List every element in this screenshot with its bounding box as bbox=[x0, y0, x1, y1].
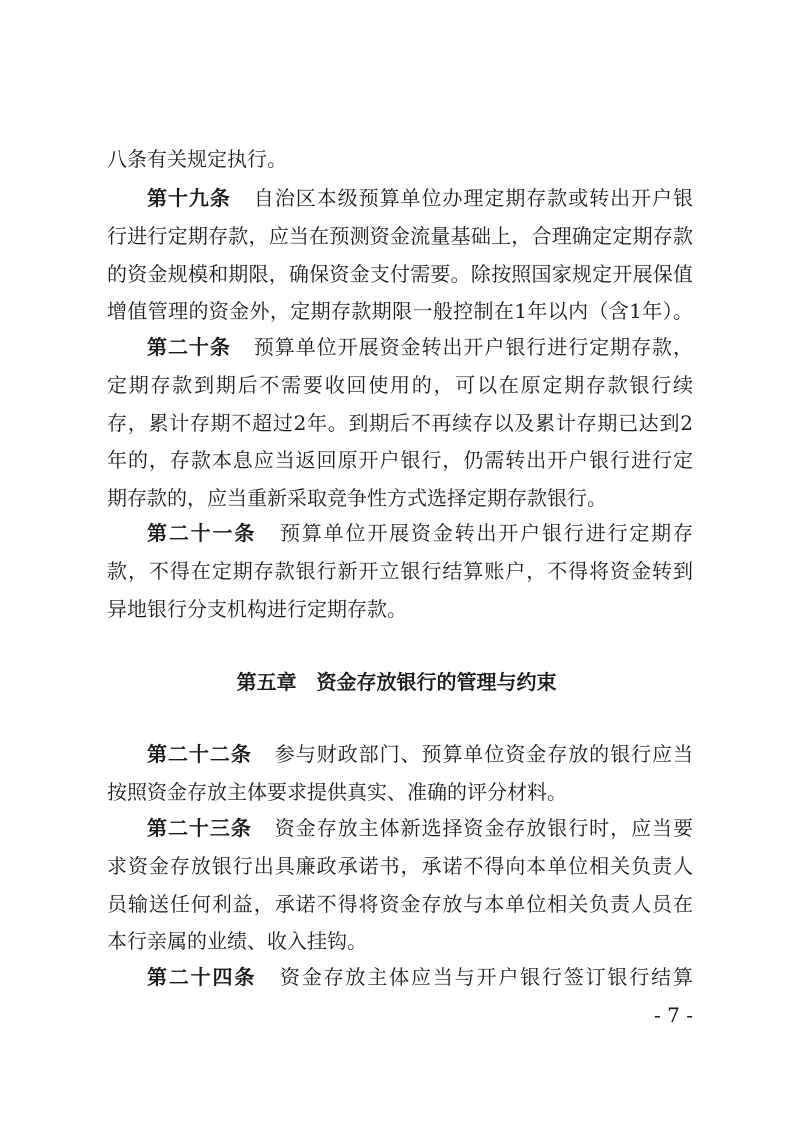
article-21 bbox=[147, 514, 693, 552]
article-title: 第二十四条 bbox=[147, 965, 257, 989]
text-line: 本行亲属的业绩、收入挂钩。 bbox=[107, 929, 367, 953]
article-title: 第二十条 bbox=[147, 335, 231, 359]
article-title: 第二十三条 bbox=[147, 816, 252, 840]
text-line: 员输送任何利益，承诺不得将资金存放与本单位相关负责人员在 bbox=[107, 892, 693, 916]
article-text: 自治区本级预算单位办理定期存款或转出开户银 bbox=[252, 186, 694, 210]
text-line: 求资金存放银行出具廉政承诺书，承诺不得向本单位相关负责人 bbox=[107, 854, 693, 878]
article-text: 预算单位开展资金转出开户银行进行定期存 bbox=[278, 521, 694, 545]
text-line: 存，累计存期不超过2年。到期后不再续存以及累计存期已达到2 bbox=[107, 411, 693, 435]
chapter-heading bbox=[0, 663, 793, 701]
text-line: 的资金规模和期限，确保资金支付需要。除按照国家规定开展保值 bbox=[107, 262, 693, 286]
article-title: 第十九条 bbox=[147, 186, 231, 210]
chapter-title: 资金存放银行的管理与约束 bbox=[316, 670, 557, 694]
text-line: 八条有关规定执行。 bbox=[107, 147, 287, 171]
text-line: 款，不得在定期存款银行新开立银行结算账户，不得将资金转到 bbox=[107, 559, 693, 583]
article-22 bbox=[147, 735, 693, 773]
text-line: 异地银行分支机构进行定期存款。 bbox=[107, 597, 407, 621]
text-line: 行进行定期存款，应当在预测资金流量基础上，合理确定定期存款 bbox=[107, 224, 693, 248]
text-line: 按照资金存放主体要求提供真实、准确的评分材料。 bbox=[107, 780, 567, 804]
chapter-number: 第五章 bbox=[236, 670, 297, 694]
article-title: 第二十二条 bbox=[147, 742, 252, 766]
text-line: 年的，存款本息应当返回原开户银行，仍需转出开户银行进行定 bbox=[107, 448, 693, 472]
article-text: 参与财政部门、预算单位资金存放的银行应当 bbox=[273, 742, 694, 766]
text-line: 增值管理的资金外，定期存款期限一般控制在1年以内（含1年）。 bbox=[107, 299, 693, 323]
text-line: 定期存款到期后不需要收回使用的，可以在原定期存款银行续 bbox=[107, 373, 693, 397]
article-19 bbox=[147, 179, 693, 217]
article-text: 资金存放主体新选择资金存放银行时，应当要 bbox=[273, 816, 694, 840]
article-24 bbox=[147, 958, 693, 996]
article-text: 资金存放主体应当与开户银行签订银行结算 bbox=[278, 965, 694, 989]
article-20 bbox=[147, 328, 693, 366]
article-title: 第二十一条 bbox=[147, 521, 257, 545]
text-line: 期存款的，应当重新采取竞争性方式选择定期存款银行。 bbox=[107, 486, 607, 510]
article-23 bbox=[147, 809, 693, 847]
article-text: 预算单位开展资金转出开户银行进行定期存款， bbox=[252, 335, 694, 359]
page-number: - 7 - bbox=[654, 1003, 693, 1027]
